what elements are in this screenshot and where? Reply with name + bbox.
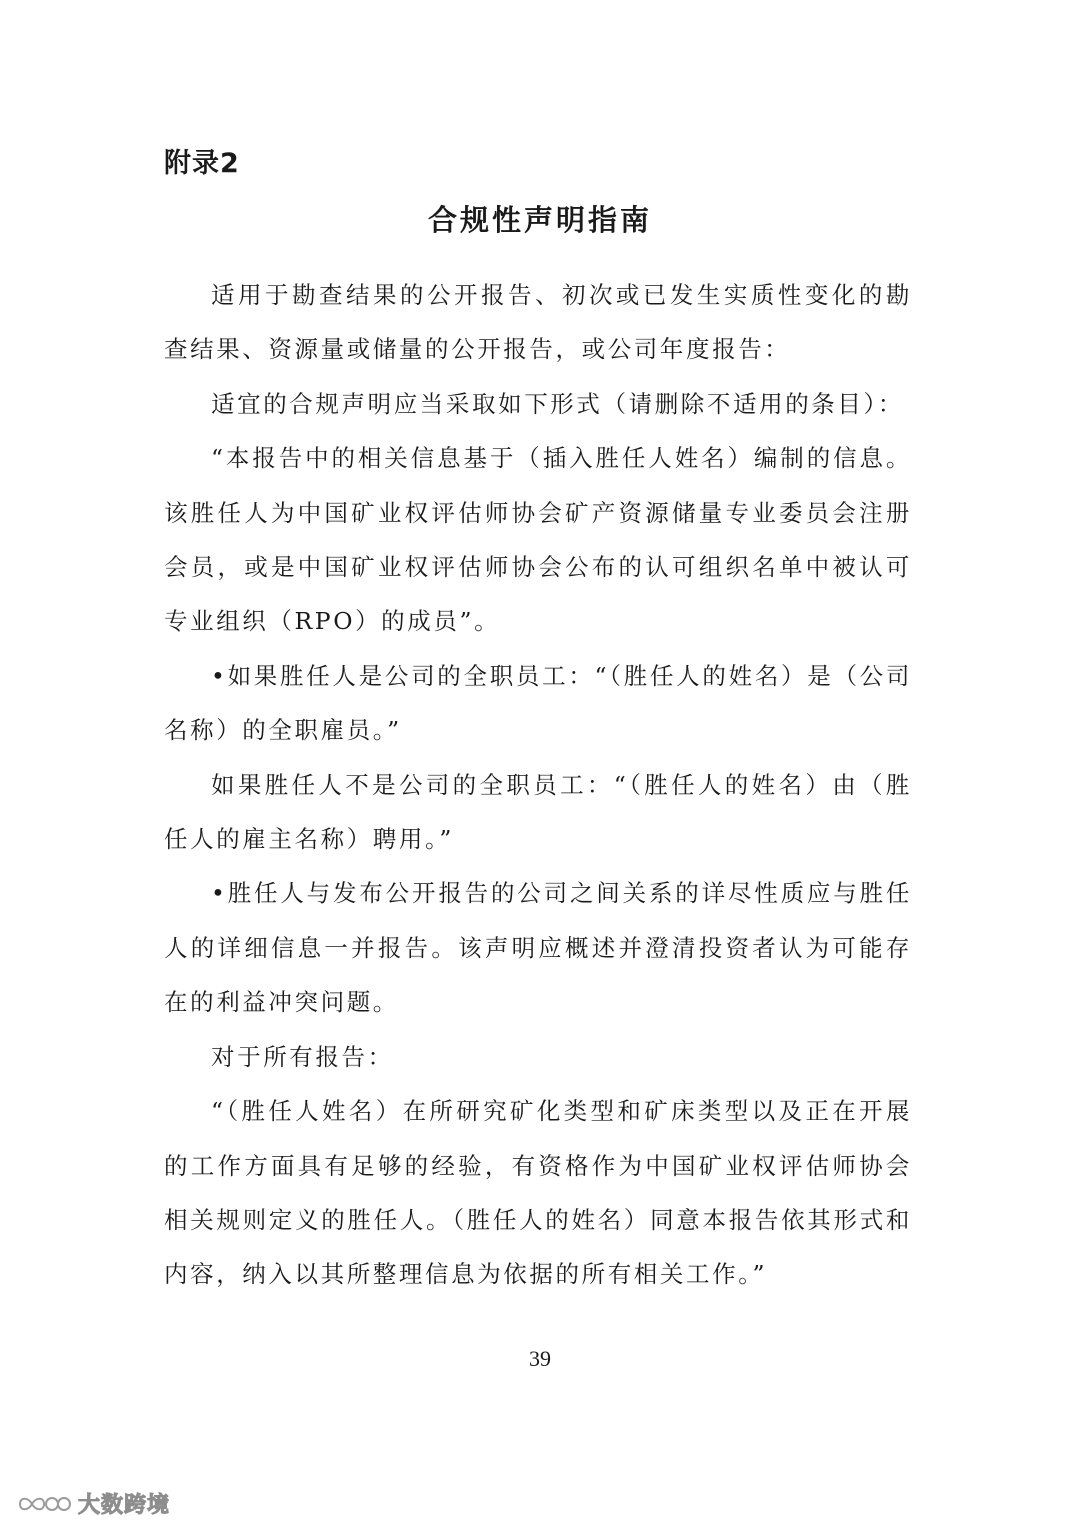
paragraph-fulltime-employee: •如果胜任人是公司的全职员工：“（胜任人的姓名）是（公司名称）的全职雇员。” — [164, 661, 912, 745]
body-text — [164, 268, 912, 1302]
paragraph-relationship: •胜任人与发布公开报告的公司之间关系的详尽性质应与胜任人的详细信息一并报告。该声明应概述并澄清投资者认为可能存在的利益冲突问题。 — [164, 879, 912, 1017]
paragraph-applicability: 适用于勘查结果的公开报告、初次或已发生实质性变化的勘查结果、资源量或储量的公开报告，或公司年度报告： — [164, 281, 912, 364]
paragraph-all-reports: 对于所有报告： — [211, 1042, 394, 1071]
page-number: 39 — [529, 1346, 551, 1371]
watermark-text: 大数跨境 — [78, 1493, 171, 1518]
infinity-logo-icon — [14, 1491, 72, 1517]
paragraph-not-fulltime: 如果胜任人不是公司的全职员工：“（胜任人的姓名）由（胜任人的雇主名称）聘用。” — [164, 770, 912, 854]
page-title: 合规性声明指南 — [427, 203, 652, 237]
appendix-label: 附录2 — [164, 148, 240, 179]
paragraph-consent: “（胜任人姓名）在所研究矿化类型和矿床类型以及正在开展的工作方面具有足够的经验，有资格作为中国矿业权评估师协会相关规则定义的胜任人。（胜任人的姓名）同意本报告依其形式和内容，纳入以其所整理信息为依据的所有相关工作。” — [164, 1097, 912, 1289]
paragraph-statement: “本报告中的相关信息基于（插入胜任人姓名）编制的信息。该胜任人为中国矿业权评估师协会矿产资源储量专业委员会注册会员，或是中国矿业权评估师协会公布的认可组织名单中被认可专业组织（RPO）的成员”。 — [164, 444, 912, 636]
paragraph-form: 适宜的合规声明应当采取如下形式（请删除不适用的条目）： — [211, 389, 904, 418]
watermark — [14, 1488, 170, 1519]
